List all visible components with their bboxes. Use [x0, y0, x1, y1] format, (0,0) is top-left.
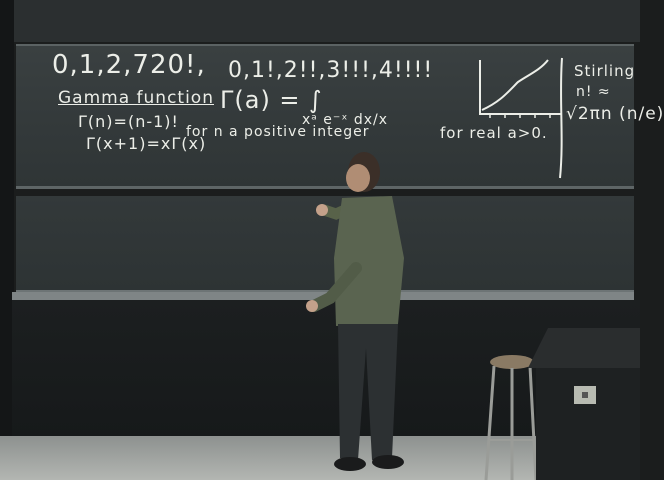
real-condition: for real a>0. — [440, 124, 548, 142]
gamma-recurrence: Γ(x+1)=xΓ(x) — [86, 134, 207, 153]
factorial-sequence: 0,1,2,720!, — [52, 50, 206, 80]
gamma-heading: Gamma function — [58, 88, 214, 108]
factorial-graph — [470, 52, 570, 132]
stirling-title: Stirling — [574, 62, 636, 80]
gamma-definition: Γ(a) = ∫ — [220, 86, 323, 114]
divider-line — [556, 58, 566, 178]
gamma-integrand: xᵃ e⁻ˣ dx/x — [302, 112, 389, 128]
gamma-integer-identity: Γ(n)=(n-1)! — [78, 112, 179, 131]
upper-wall — [0, 0, 640, 42]
lecturer — [300, 148, 420, 478]
multifactorial-sequence: 0,1!,2!!,3!!!,4!!!! — [228, 58, 434, 83]
lectern — [528, 328, 640, 480]
positive-integer-note: for n a positive integer — [186, 124, 370, 140]
stirling-formula: √2πn (n/e) — [566, 104, 664, 124]
stirling-approx: n! ≈ — [576, 84, 611, 100]
